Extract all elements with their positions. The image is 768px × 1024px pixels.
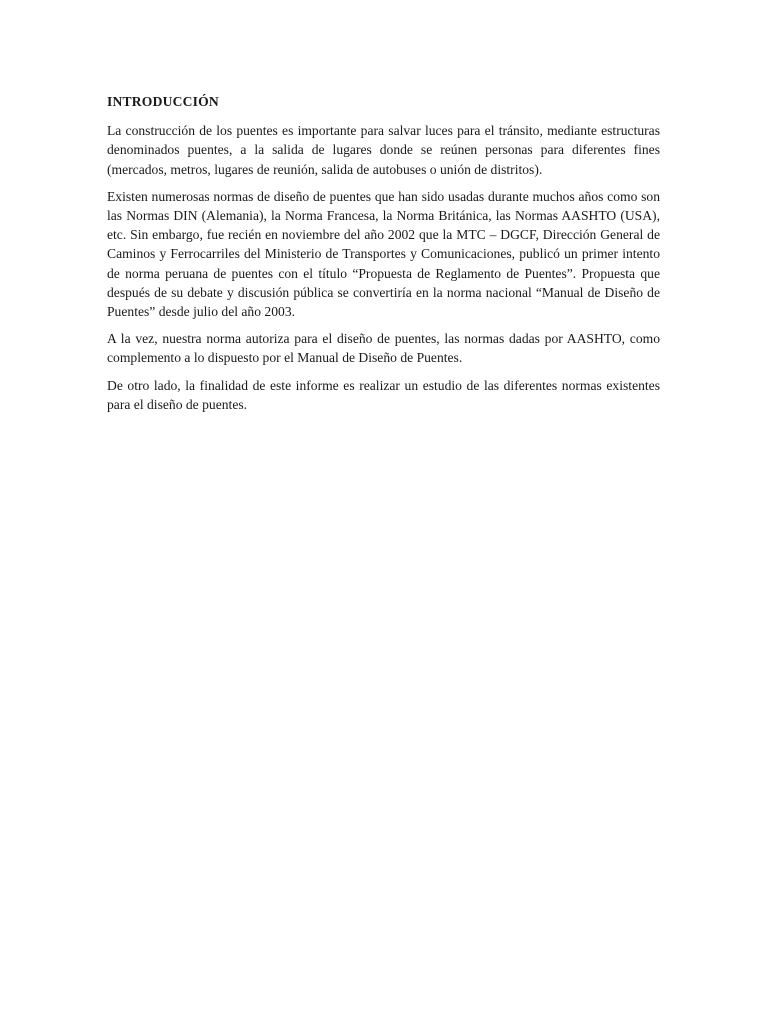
paragraph-4: De otro lado, la finalidad de este informe es realizar un estudio de las diferentes normas existentes para el diseño de puentes. [107, 377, 660, 412]
section-heading: INTRODUCCIÓN [107, 94, 219, 109]
paragraph-3: A la vez, nuestra norma autoriza para el diseño de puentes, las normas dadas por AASHTO, como complemento a lo dispuesto por el Manual de Diseño de Puentes. [107, 331, 660, 366]
document-body [107, 92, 660, 422]
paragraph-2: Existen numerosas normas de diseño de puentes que han sido usadas durante muchos años como son las Normas DIN (Alemania), la Norma Francesa, la Norma Británica, las Normas AASHTO (USA), etc. Sin embargo, fue recién en noviembre del año 2002 que la MTC – DGCF, Dirección General de Caminos y Ferrocarriles del Ministerio de Transportes y Comunicaciones, publicó un primer intento de norma peruana de puentes con el título “Propuesta de Reglamento de Puentes”. Propuesta que después de su debate y discusión pública se convertiría en la norma nacional “Manual de Diseño de Puentes” desde julio del año 2003. [107, 188, 660, 320]
paragraph-1: La construcción de los puentes es importante para salvar luces para el tránsito, mediante estructuras denominados puentes, a la salida de lugares donde se reúnen personas para diferentes fines (mercados, metros, lugares de reunión, salida de autobuses o unión de distritos). [107, 123, 660, 177]
